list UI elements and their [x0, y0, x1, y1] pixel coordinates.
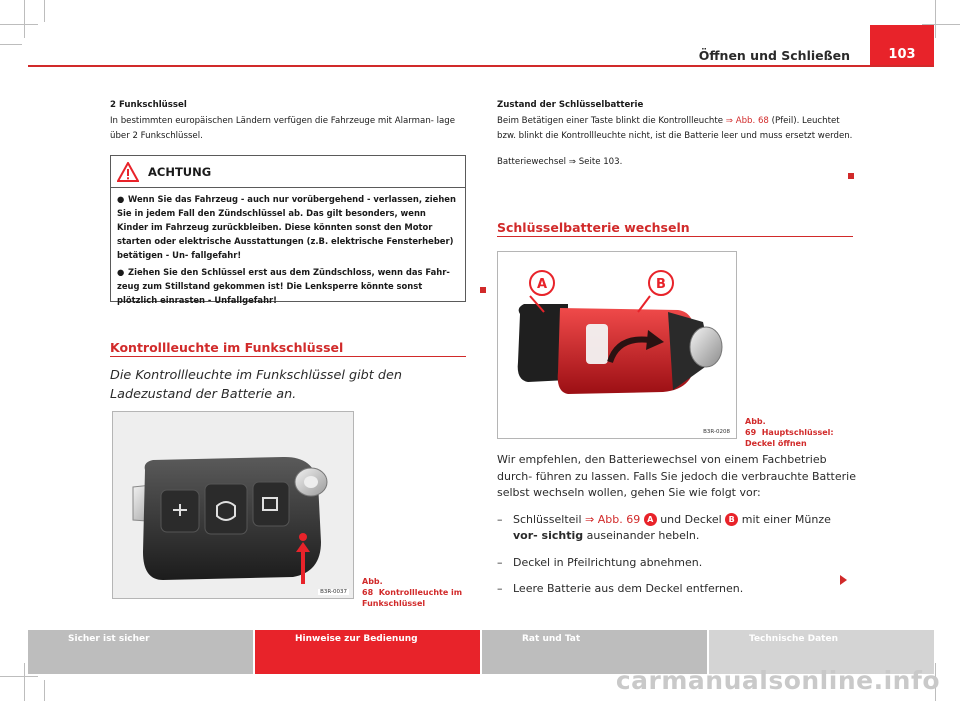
section-intro: Die Kontrollleuchte im Funkschlüssel gibt den Ladezustand der Batterie an.	[110, 368, 402, 402]
caption-text: Kontrollleuchte im Funkschlüssel	[362, 588, 463, 608]
warning-body	[111, 188, 465, 307]
tab-sicher-ist-sicher[interactable]: Sicher ist sicher	[28, 630, 253, 674]
badge-b: B	[725, 513, 738, 526]
crop-mark	[24, 663, 25, 701]
text: (Pfeil). Leuchtet bzw. blinkt die Kontrollleuchte nicht, ist die Batterie leer und muss ersetzt werden.	[497, 116, 853, 141]
battery-change-instructions	[497, 452, 857, 598]
warning-box	[110, 155, 466, 305]
figure-caption-69	[745, 416, 855, 449]
bullet: ●	[117, 194, 125, 204]
section-end-marker	[480, 287, 486, 293]
tab-hinweise-zur-bedienung[interactable]: Hinweise zur Bedienung	[255, 630, 480, 674]
subheading-funkschluessel: 2 Funkschlüssel	[110, 100, 187, 110]
section-end-marker	[848, 173, 854, 179]
running-header-title: Öffnen und Schließen	[698, 48, 850, 63]
warning-triangle-icon	[117, 162, 139, 182]
tab-technische-daten[interactable]: Technische Daten	[709, 630, 934, 674]
warning-item	[117, 265, 459, 307]
left-column	[110, 100, 466, 143]
crop-mark	[24, 0, 25, 38]
text: Schlüsselteil	[513, 512, 586, 526]
text: und Deckel	[656, 512, 726, 526]
caption-label: Abb. 68	[362, 577, 383, 597]
section-rule	[110, 356, 466, 357]
warning-item	[117, 192, 459, 262]
figure-label-b: B	[656, 277, 666, 292]
key-fob-illustration	[113, 412, 354, 599]
step-item	[497, 512, 857, 545]
right-column	[497, 100, 853, 170]
tab-rat-und-tat[interactable]: Rat und Tat	[482, 630, 707, 674]
battery-change-reference[interactable]: Batteriewechsel ⇒ Seite 103.	[497, 157, 623, 167]
crop-mark	[0, 44, 22, 45]
text: Beim Betätigen einer Taste blinkt die Kontrollleuchte	[497, 116, 726, 126]
text: auseinander hebeln.	[583, 529, 700, 542]
dash: –	[497, 582, 503, 595]
caption-label: Abb. 69	[745, 417, 766, 437]
section-rule	[497, 236, 853, 237]
subheading-batteriezustand: Zustand der Schlüsselbatterie	[497, 100, 644, 110]
key-cover-illustration	[498, 252, 737, 439]
watermark: carmanualsonline.info	[615, 666, 940, 695]
warning-title: ACHTUNG	[148, 164, 212, 179]
paragraph-batteriezustand	[497, 114, 853, 143]
section-title-batterie-wechseln: Schlüsselbatterie wechseln	[497, 220, 690, 235]
dash: –	[497, 512, 503, 526]
badge-a: A	[644, 513, 657, 526]
crop-mark	[44, 0, 45, 22]
page-number: 103	[870, 25, 934, 67]
dash: –	[497, 555, 503, 569]
emphasis: vor- sichtig	[513, 529, 584, 542]
text: Leere Batterie aus dem Deckel entfernen.	[513, 582, 744, 595]
step-item	[497, 555, 857, 572]
caption-text: Hauptschlüssel: Deckel öffnen	[745, 428, 834, 448]
step-item	[497, 581, 857, 598]
text: Deckel in Pfeilrichtung abnehmen.	[513, 555, 703, 569]
warning-header	[111, 156, 465, 188]
text: mit einer Münze	[738, 512, 831, 526]
crop-mark	[0, 676, 38, 677]
figure-key-fob	[112, 411, 354, 599]
paragraph-alarm: In bestimmten europäischen Ländern verfügen die Fahrzeuge mit Alarman- lage über 2 Funkschlüssel.	[110, 116, 455, 141]
warning-item-text: Wenn Sie das Fahrzeug - auch nur vorübergehend - verlassen, ziehen Sie in jedem Fall den Zündschlüssel ab. Das gilt besonders, wenn Kinder im Fahrzeug zurückbleiben. Diese könnten sonst den Motor starten oder elektrische Ausstattungen (z.B. elektrische Fensterheber) betätigen - Un- fallgefahr!	[117, 194, 456, 260]
crop-mark	[935, 0, 936, 38]
bullet: ●	[117, 267, 125, 277]
cross-reference-link[interactable]: ⇒ Abb. 68	[725, 116, 769, 126]
figure-caption-68	[362, 576, 470, 609]
crop-mark	[0, 24, 38, 25]
figure-code: B3R-0037	[320, 589, 347, 595]
continue-arrow-icon	[840, 575, 847, 585]
cross-reference-link[interactable]: ⇒ Abb. 69	[585, 512, 641, 526]
crop-mark	[44, 680, 45, 701]
figure-code: B3R-0208	[703, 429, 730, 435]
header-rule	[28, 65, 934, 67]
figure-key-cover	[497, 251, 737, 439]
instructions-intro: Wir empfehlen, den Batteriewechsel von einem Fachbetrieb durch- führen zu lassen. Falls Sie jedoch die verbrauchte Batterie selbst wechseln wollen, gehen Sie wie folgt vor:	[497, 453, 856, 499]
section-title-kontrollleuchte: Kontrollleuchte im Funkschlüssel	[110, 340, 344, 355]
warning-item-text: Ziehen Sie den Schlüssel erst aus dem Zündschloss, wenn das Fahr- zeug zum Stillstand gekommen ist! Die Lenksperre könnte sonst plötzlich einrasten - Unfallgefahr!	[117, 267, 450, 305]
figure-label-a: A	[536, 277, 548, 292]
